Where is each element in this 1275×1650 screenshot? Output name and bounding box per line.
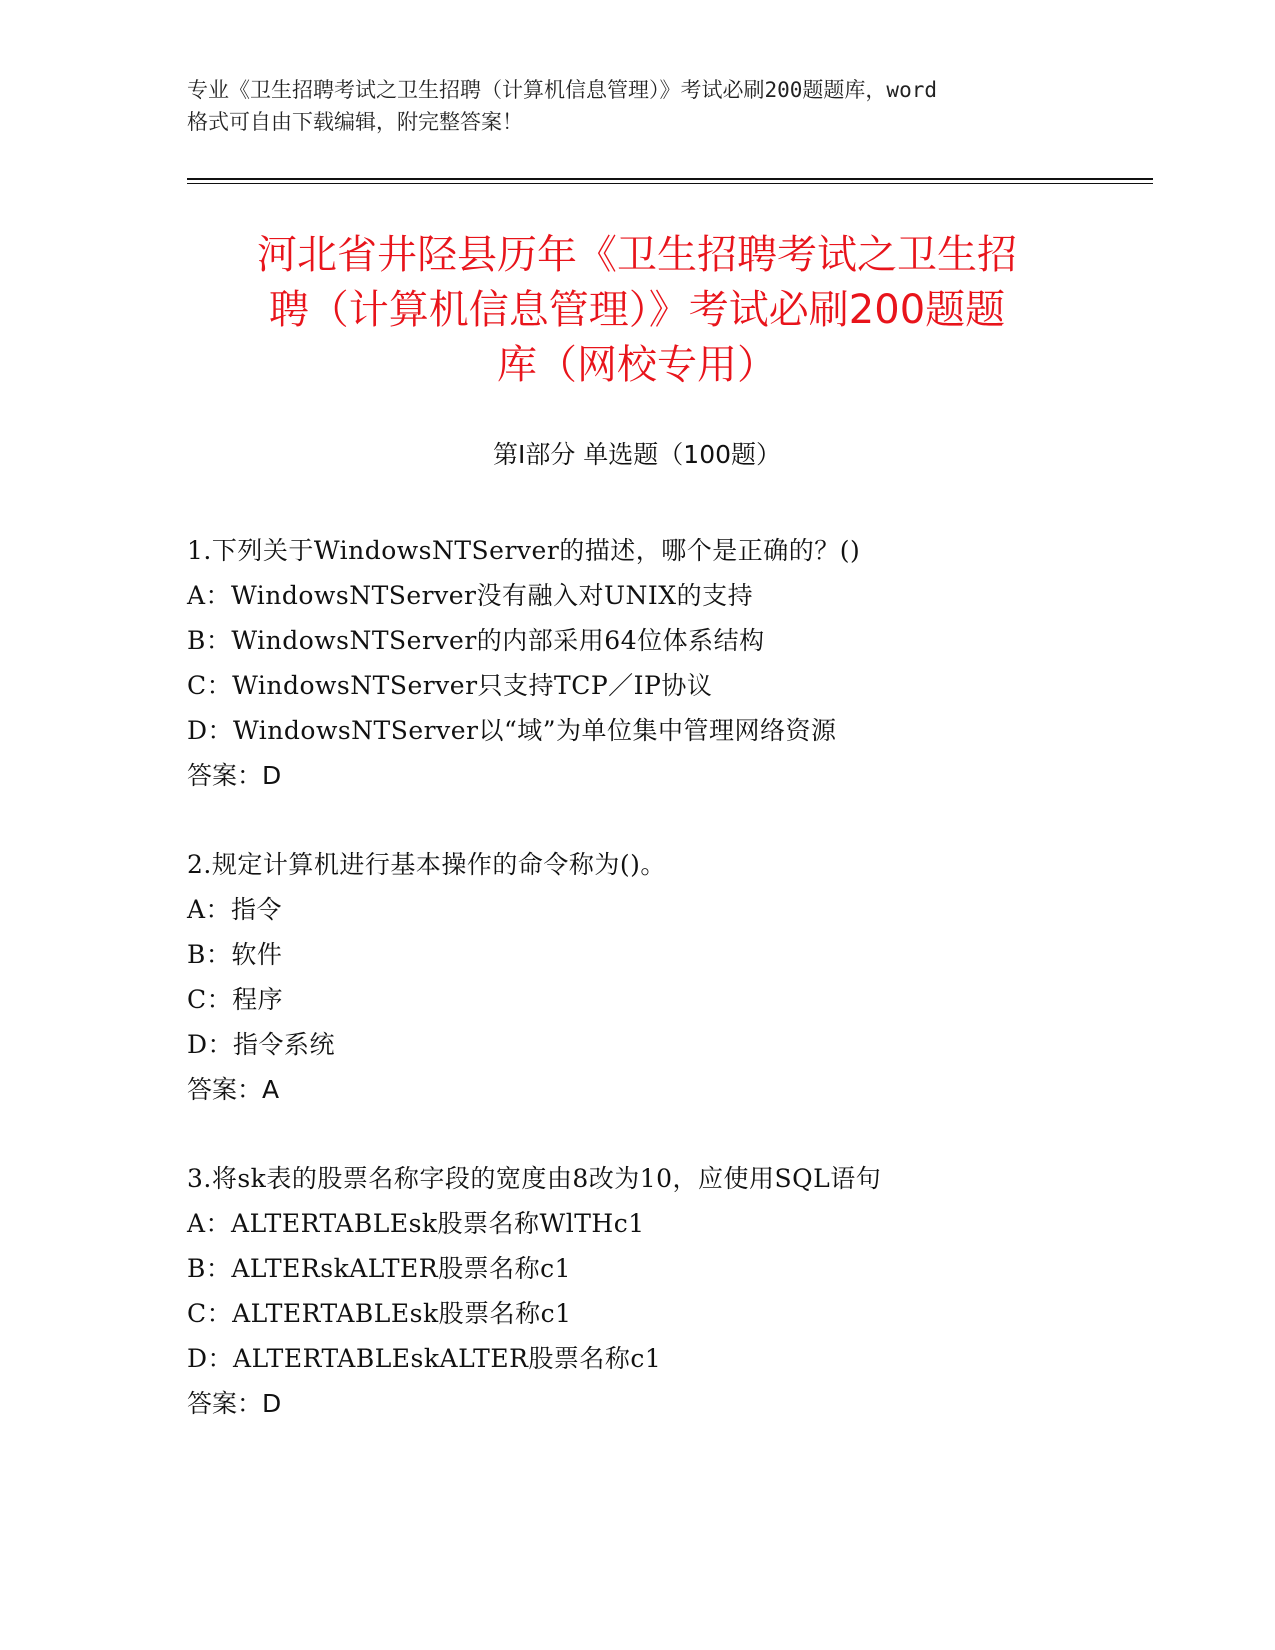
answer-line: 答案：D [187, 761, 282, 790]
header-rule-thin [187, 183, 1153, 184]
question-item [187, 528, 1147, 798]
question-list [187, 528, 1147, 1470]
answer-line: 答案：A [187, 1075, 280, 1104]
header-note-line-1: 专业《卫生招聘考试之卫生招聘（计算机信息管理）》考试必刷200题题库，word [187, 78, 937, 102]
option-a: A：WindowsNTServer没有融入对UNIX的支持 [187, 581, 754, 610]
option-d: D：WindowsNTServer以“域”为单位集中管理网络资源 [187, 716, 837, 745]
document-title-line-3: 库（网校专用） [497, 342, 777, 388]
question-item [187, 842, 1147, 1112]
option-b: B：WindowsNTServer的内部采用64位体系结构 [187, 626, 765, 655]
option-d: D：指令系统 [187, 1030, 336, 1059]
option-d: D：ALTERTABLEskALTER股票名称c1 [187, 1344, 662, 1373]
document-title-line-2: 聘（计算机信息管理）》考试必刷200题题 [268, 287, 1006, 333]
header-note [187, 74, 1087, 138]
question-item [187, 1156, 1147, 1426]
question-stem: 1.下列关于WindowsNTServer的描述，哪个是正确的？() [187, 536, 861, 565]
document-title-line-1: 河北省井陉县历年《卫生招聘考试之卫生招 [257, 232, 1017, 278]
option-b: B：ALTERskALTER股票名称c1 [187, 1254, 571, 1283]
header-note-line-2: 格式可自由下载编辑，附完整答案！ [187, 110, 523, 134]
document-title [187, 228, 1087, 393]
option-c: C：程序 [187, 985, 284, 1014]
section-heading: 第Ⅰ部分 单选题（100题） [492, 440, 782, 469]
option-c: C：WindowsNTServer只支持TCP／IP协议 [187, 671, 713, 700]
option-a: A：ALTERTABLEsk股票名称WlTHc1 [187, 1209, 645, 1238]
option-b: B：软件 [187, 940, 283, 969]
question-stem: 2.规定计算机进行基本操作的命令称为()。 [187, 850, 666, 879]
option-c: C：ALTERTABLEsk股票名称c1 [187, 1299, 572, 1328]
question-stem: 3.将sk表的股票名称字段的宽度由8改为10，应使用SQL语句 [187, 1164, 882, 1193]
option-a: A：指令 [187, 895, 283, 924]
header-rule-thick [187, 178, 1153, 180]
answer-line: 答案：D [187, 1389, 282, 1418]
